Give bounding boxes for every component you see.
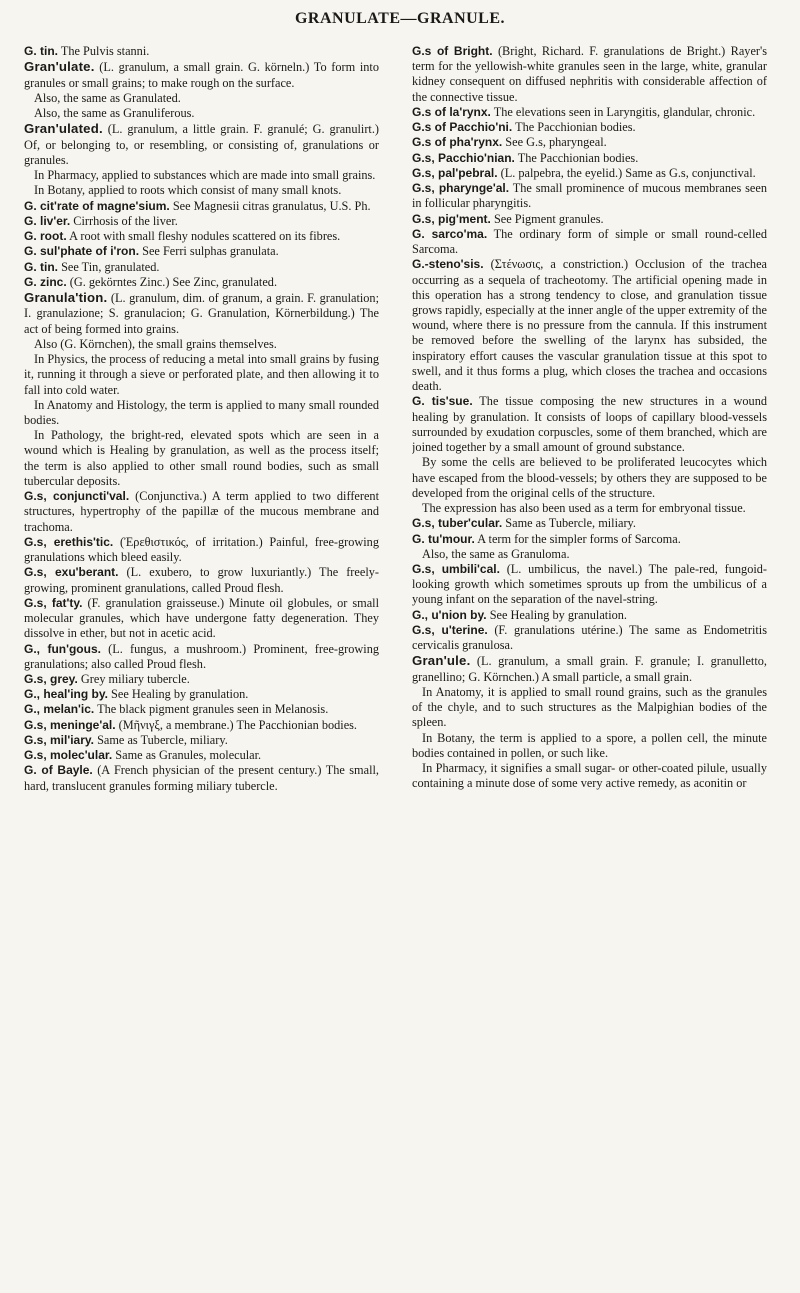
entry-headword: G. liv'er. (24, 213, 71, 228)
entry-headword: G.s of Pacchio'ni. (412, 120, 513, 135)
dictionary-entry (24, 398, 379, 428)
entry-definition: Also (G. Körnchen), the small grains themselves. (34, 336, 277, 351)
entry-definition: Same as Granules, molecular. (112, 748, 262, 763)
dictionary-entry (24, 199, 379, 214)
dictionary-entry (24, 244, 379, 259)
entry-headword: G.s, grey. (24, 671, 78, 686)
dictionary-entry (24, 535, 379, 565)
dictionary-entry (24, 763, 379, 793)
entry-headword: G., heal'ing by. (24, 687, 108, 702)
dictionary-entry (24, 290, 379, 337)
entry-definition: (Ἐρεθιστικός, of irritation.) Painful, free-growing granulations which bleed easily. (24, 534, 379, 565)
entry-headword: G., fun'gous. (24, 641, 101, 656)
dictionary-entry (24, 337, 379, 352)
entry-headword: G.s, molec'ular. (24, 748, 113, 763)
dictionary-entry (412, 455, 767, 501)
entry-definition: (Στένωσις, a constriction.) Occlusion of the trachea occurring as a sequela of tracheotomy. The artificial opening made in this operation has a strong tendency to close, and granulation tissue grows rapidly, especially at the inner angle of the upper extremity of the wound, where there is no pressure from the cannula. If this instrument be removed before the swelling of the larynx has subsided, the inspiratory effort causes the vascular granulation tissue at this spot to swell, and it thus forms a plug, which closes the trachea and occasions death. (412, 257, 767, 394)
entry-definition: (Μῆνιγξ, a membrane.) The Pacchionian bodies. (115, 717, 358, 732)
dictionary-entry (24, 642, 379, 672)
dictionary-entry (412, 394, 767, 455)
dictionary-entry (24, 168, 379, 183)
dictionary-entry (24, 702, 379, 717)
dictionary-entry (412, 227, 767, 257)
entry-headword: G.s, pal'pebral. (412, 165, 498, 180)
entry-definition: Same as Tubercle, miliary. (94, 732, 228, 747)
dictionary-entry (412, 731, 767, 761)
entry-definition: (F. granulation graisseuse.) Minute oil globules, or small molecular granules, which have undergone fatty degeneration. They dissolve in ether, but not in acetic acid. (24, 595, 379, 641)
entry-definition: (G. gekörntes Zinc.) See Zinc, granulated. (66, 274, 278, 289)
entry-definition: Grey miliary tubercle. (77, 671, 190, 686)
entry-headword: G.s, umbili'cal. (412, 561, 500, 576)
dictionary-entry (412, 685, 767, 731)
dictionary-entry (412, 562, 767, 608)
dictionary-entry (412, 501, 767, 516)
entry-definition: See Pigment granules. (490, 211, 604, 226)
dictionary-entry (24, 183, 379, 198)
entry-headword: G. tis'sue. (412, 394, 473, 409)
entry-headword: Gran'ule. (412, 653, 471, 669)
entry-definition: In Botany, the term is applied to a spore, a pollen cell, the minute bodies contained in pollen, or such like. (412, 730, 767, 760)
entry-definition: See G.s, pharyngeal. (502, 135, 607, 150)
entry-headword: G. sul'phate of i'ron. (24, 244, 140, 259)
entry-headword: Gran'ulated. (24, 121, 103, 137)
entry-headword: Granula'tion. (24, 290, 108, 305)
entry-definition: The Pacchionian bodies. (514, 150, 639, 165)
dictionary-entry (412, 547, 767, 562)
entry-definition: In Pharmacy, applied to substances which are made into small grains. (34, 168, 376, 183)
dictionary-entry (24, 260, 379, 275)
entry-headword: G. tin. (24, 259, 58, 274)
entry-definition: In Anatomy, it is applied to small round grains, such as the granules of the chyle, and to such structures as the Malpighian bodies of the spleen. (412, 684, 767, 730)
entry-headword: G. cit'rate of magne'sium. (24, 198, 170, 213)
entry-definition: Same as Tubercle, miliary. (502, 516, 636, 531)
entry-definition: See Healing by granulation. (107, 687, 249, 702)
entry-headword: G.s, erethis'tic. (24, 534, 114, 549)
entry-definition: In Pharmacy, it signifies a small sugar- or other-coated pilule, usually containing a minute dose of some very active remedy, as aconitin or (412, 761, 767, 791)
entry-definition: (L. granulum, a small grain. G. körneln.) To form into granules or small grains; to make rough on the surface. (24, 60, 379, 90)
entry-headword: G.s, Pacchio'nian. (412, 150, 515, 165)
dictionary-entry (412, 516, 767, 531)
dictionary-entry (24, 214, 379, 229)
entry-definition: The elevations seen in Laryngitis, glandular, chronic. (490, 104, 756, 119)
entry-headword: G.s, conjuncti'val. (24, 489, 130, 504)
entry-definition: (L. granulum, dim. of granum, a grain. F. granulation; I. granulazione; S. granulacion; G. Granulation, Körnerbildung.) The act of being formed into grains. (24, 291, 379, 336)
dictionary-entry (24, 44, 379, 59)
entry-definition: In Botany, applied to roots which consist of many small knots. (34, 183, 342, 198)
entry-definition: (F. granulations utérine.) The same as Endometritis cervicalis granulosa. (412, 622, 767, 653)
dictionary-entry (412, 761, 767, 791)
entry-headword: G.s, meninge'al. (24, 717, 116, 732)
entry-definition: A term for the simpler forms of Sarcoma. (474, 531, 681, 546)
dictionary-entry (24, 59, 379, 91)
dictionary-entry (412, 166, 767, 181)
entry-headword: G., melan'ic. (24, 702, 95, 717)
entry-definition: In Physics, the process of reducing a metal into small grains by fusing it, running it through a sieve or perforated plate, and then allowing it to fall into cold water. (24, 352, 379, 397)
entry-definition: Also, the same as Granulated. (34, 90, 181, 105)
entry-headword: Gran'ulate. (24, 59, 95, 75)
entry-definition: In Pathology, the bright-red, elevated spots which are seen in a wound which is Healing by granulation, as well as the process itself; the term is also applied to other small round bodies, such as small tubercular deposits. (24, 428, 379, 488)
dictionary-entry (412, 44, 767, 105)
dictionary-entry (24, 687, 379, 702)
entry-definition: See Ferri sulphas granulata. (139, 244, 279, 259)
entry-definition: The small prominence of mucous membranes seen in follicular pharyngitis. (412, 181, 767, 211)
dictionary-entry (24, 229, 379, 244)
left-column (24, 44, 379, 1279)
entry-headword: G.s of la'rynx. (412, 104, 491, 119)
entry-definition: Also, the same as Granuliferous. (34, 106, 195, 121)
dictionary-entry (412, 105, 767, 120)
entry-headword: G.s, exu'berant. (24, 565, 119, 580)
dictionary-entry (24, 352, 379, 398)
dictionary-entry (412, 257, 767, 394)
entry-definition: (Conjunctiva.) A term applied to two different structures, hypertrophy of the papillæ of the mucous membrane and trachoma. (24, 489, 379, 534)
dictionary-entry (412, 608, 767, 623)
entry-definition: (L. palpebra, the eyelid.) Same as G.s, conjunctival. (497, 165, 756, 180)
entry-definition: (L. fungus, a mushroom.) Prominent, free-growing granulations; also called Proud flesh. (24, 641, 379, 671)
entry-headword: G.s, u'terine. (412, 622, 488, 637)
dictionary-entry (412, 181, 767, 211)
entry-definition: The ordinary form of simple or small round-celled Sarcoma. (412, 226, 767, 257)
dictionary-entry (24, 91, 379, 106)
dictionary-entry (412, 212, 767, 227)
entry-headword: G. tin. (24, 44, 58, 58)
right-column (412, 44, 767, 1279)
dictionary-entry (412, 120, 767, 135)
entry-definition: (L. exubero, to grow luxuriantly.) The freely-growing, prominent granulations, called Proud flesh. (24, 565, 379, 595)
entry-headword: G.s of Bright. (412, 44, 493, 58)
dictionary-entry (412, 135, 767, 150)
entry-headword: G. tu'mour. (412, 531, 475, 546)
entry-definition: The Pacchionian bodies. (512, 120, 636, 135)
entry-definition: The expression has also been used as a term for embryonal tissue. (422, 501, 746, 516)
entry-definition: Also, the same as Granuloma. (422, 546, 570, 561)
dictionary-entry (24, 748, 379, 763)
dictionary-entry (24, 596, 379, 642)
entry-definition: (A French physician of the present century.) The small, hard, translucent granules forming miliary tubercle. (24, 763, 379, 793)
entry-definition: See Tin, granulated. (58, 259, 160, 274)
dictionary-entry (24, 718, 379, 733)
entry-definition: (L. granulum, a little grain. F. granulé; G. granulirt.) Of, or belonging to, or resembling, or consisting of, granulations or granules. (24, 122, 379, 167)
entry-definition: (L. umbilicus, the navel.) The pale-red, fungoid-looking growth which sometimes sprouts up from the umbilicus of a young infant on the separation of the navel-string. (412, 561, 767, 607)
dictionary-entry (24, 428, 379, 489)
dictionary-entry (412, 151, 767, 166)
entry-headword: G.s, pharynge'al. (412, 181, 510, 196)
entry-headword: G. root. (24, 229, 67, 244)
entry-headword: G.s of pha'rynx. (412, 135, 503, 150)
dictionary-entry (24, 121, 379, 168)
entry-headword: G. zinc. (24, 274, 67, 289)
entry-definition: The Pulvis stanni. (58, 44, 150, 58)
entry-headword: G., u'nion by. (412, 607, 487, 622)
entry-definition: See Healing by granulation. (486, 607, 627, 622)
entry-definition: The black pigment granules seen in Melanosis. (94, 702, 329, 717)
dictionary-entry (412, 623, 767, 653)
dictionary-entry (24, 672, 379, 687)
dictionary-entry (24, 565, 379, 595)
entry-headword: G. of Bayle. (24, 763, 93, 778)
running-head: GRANULATE—GRANULE. (294, 10, 506, 27)
entry-definition: A root with small fleshy nodules scattered on its fibres. (66, 229, 341, 244)
entry-headword: G.-steno'sis. (412, 257, 484, 272)
entry-definition: The tissue composing the new structures in a wound healing by granulation. It consists of loops of capillary blood-vessels surrounded by exudation corpuscles, some of them branched, which are joined together by a small amount of ground substance. (412, 394, 767, 455)
dictionary-entry (24, 275, 379, 290)
entry-headword: G.s, pig'ment. (412, 211, 491, 226)
entry-definition: (Bright, Richard. F. granulations de Bright.) Rayer's term for the yellowish-white granules seen in the large, white, granular kidney consequent on diffused nephritis with considerable affection of the connective tissue. (412, 44, 767, 104)
dictionary-entry (24, 489, 379, 535)
entry-definition: By some the cells are believed to be proliferated leucocytes which have escaped from the blood-vessels; by others they are supposed to be developed from the original cells of the structure. (412, 455, 767, 500)
entry-headword: G.s, mil'iary. (24, 732, 94, 747)
entry-definition: Cirrhosis of the liver. (70, 213, 178, 228)
entry-definition: See Magnesii citras granulatus, U.S. Ph. (169, 198, 371, 213)
dictionary-entry (24, 106, 379, 121)
dictionary-entry (24, 733, 379, 748)
entry-definition: (L. granulum, a small grain. F. granule; I. granulletto, granellino; G. Körnchen.) A small particle, a small grain. (412, 654, 767, 684)
entry-headword: G. sarco'ma. (412, 226, 488, 241)
dictionary-entry (412, 653, 767, 685)
entry-headword: G.s, tuber'cular. (412, 516, 503, 531)
dictionary-entry (412, 532, 767, 547)
entry-headword: G.s, fat'ty. (24, 595, 83, 610)
entry-definition: In Anatomy and Histology, the term is applied to many small rounded bodies. (24, 397, 379, 427)
